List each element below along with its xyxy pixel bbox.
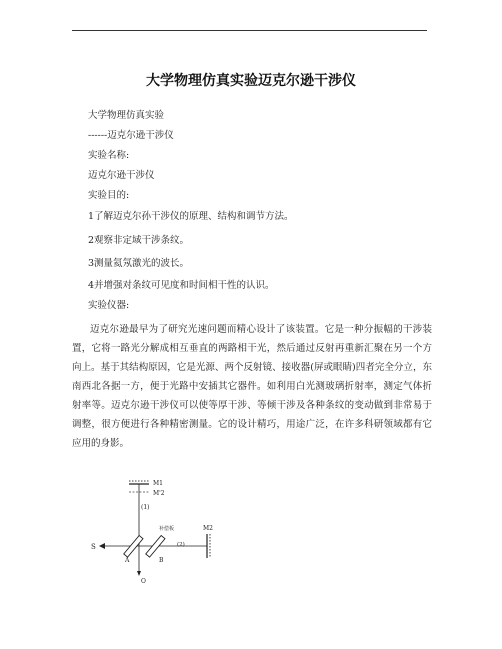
label-m2-prime: M'2 [153, 490, 165, 497]
label-path-1: (1) [141, 504, 150, 511]
text-line: 大学物理仿真实验 [88, 110, 165, 121]
label-m1: M1 [153, 480, 163, 487]
text-line: 4并增强对条纹可见度和时间相干性的认识。 [88, 280, 275, 291]
text-line: 实验目的: [88, 190, 130, 201]
label-path-2: (2) [177, 542, 185, 548]
michelson-diagram [85, 476, 225, 586]
text-line: 实验名称: [88, 150, 130, 161]
text-line: 迈克尔逊干涉仪 [88, 170, 155, 181]
arrow-left-icon [99, 543, 105, 549]
text-line: 实验仪器: [88, 300, 130, 311]
arrow-down-icon [137, 571, 141, 576]
label-m2: M2 [203, 525, 213, 532]
text-line: ------迈克尔逊干涉仪 [88, 130, 174, 141]
label-s: S [91, 543, 96, 551]
body-paragraph: 迈克尔逊最早为了研究光速问题而精心设计了该装置。它是一种分振幅的干涉装置，它将一路光分解成相互垂直的两路相干光，然后通过反射再重新汇聚在另一个方向上。基于其结构原因，它是光源、两个反射镜、接收器(屏或眼睛)四者完全分立，东南西北各据一方，便于光路中安插其它器件。如利用白光测玻璃折射率，测定气体折射率等。迈克尔逊干涉仪可以使等厚干涉、等倾干涉及各种条纹的变动做到非常易于调整，很方便进行各种精密测量。它的设计精巧，用途广泛，在许多科研领域都有它应用的身影。 [72, 324, 432, 449]
label-a: A [125, 557, 130, 564]
label-b: B [159, 557, 164, 564]
label-o: O [141, 578, 146, 585]
header-rule [72, 30, 427, 31]
text-line: 2观察非定域干涉条纹。 [88, 235, 190, 246]
text-line: 3测量氦氖激光的波长。 [88, 258, 190, 269]
document-title: 大学物理仿真实验迈克尔逊干涉仪 [146, 73, 356, 89]
text-line: 1了解迈克尔孙干涉仪的原理、结构和调节方法。 [88, 211, 294, 222]
label-plate: 补偿板 [159, 526, 175, 532]
